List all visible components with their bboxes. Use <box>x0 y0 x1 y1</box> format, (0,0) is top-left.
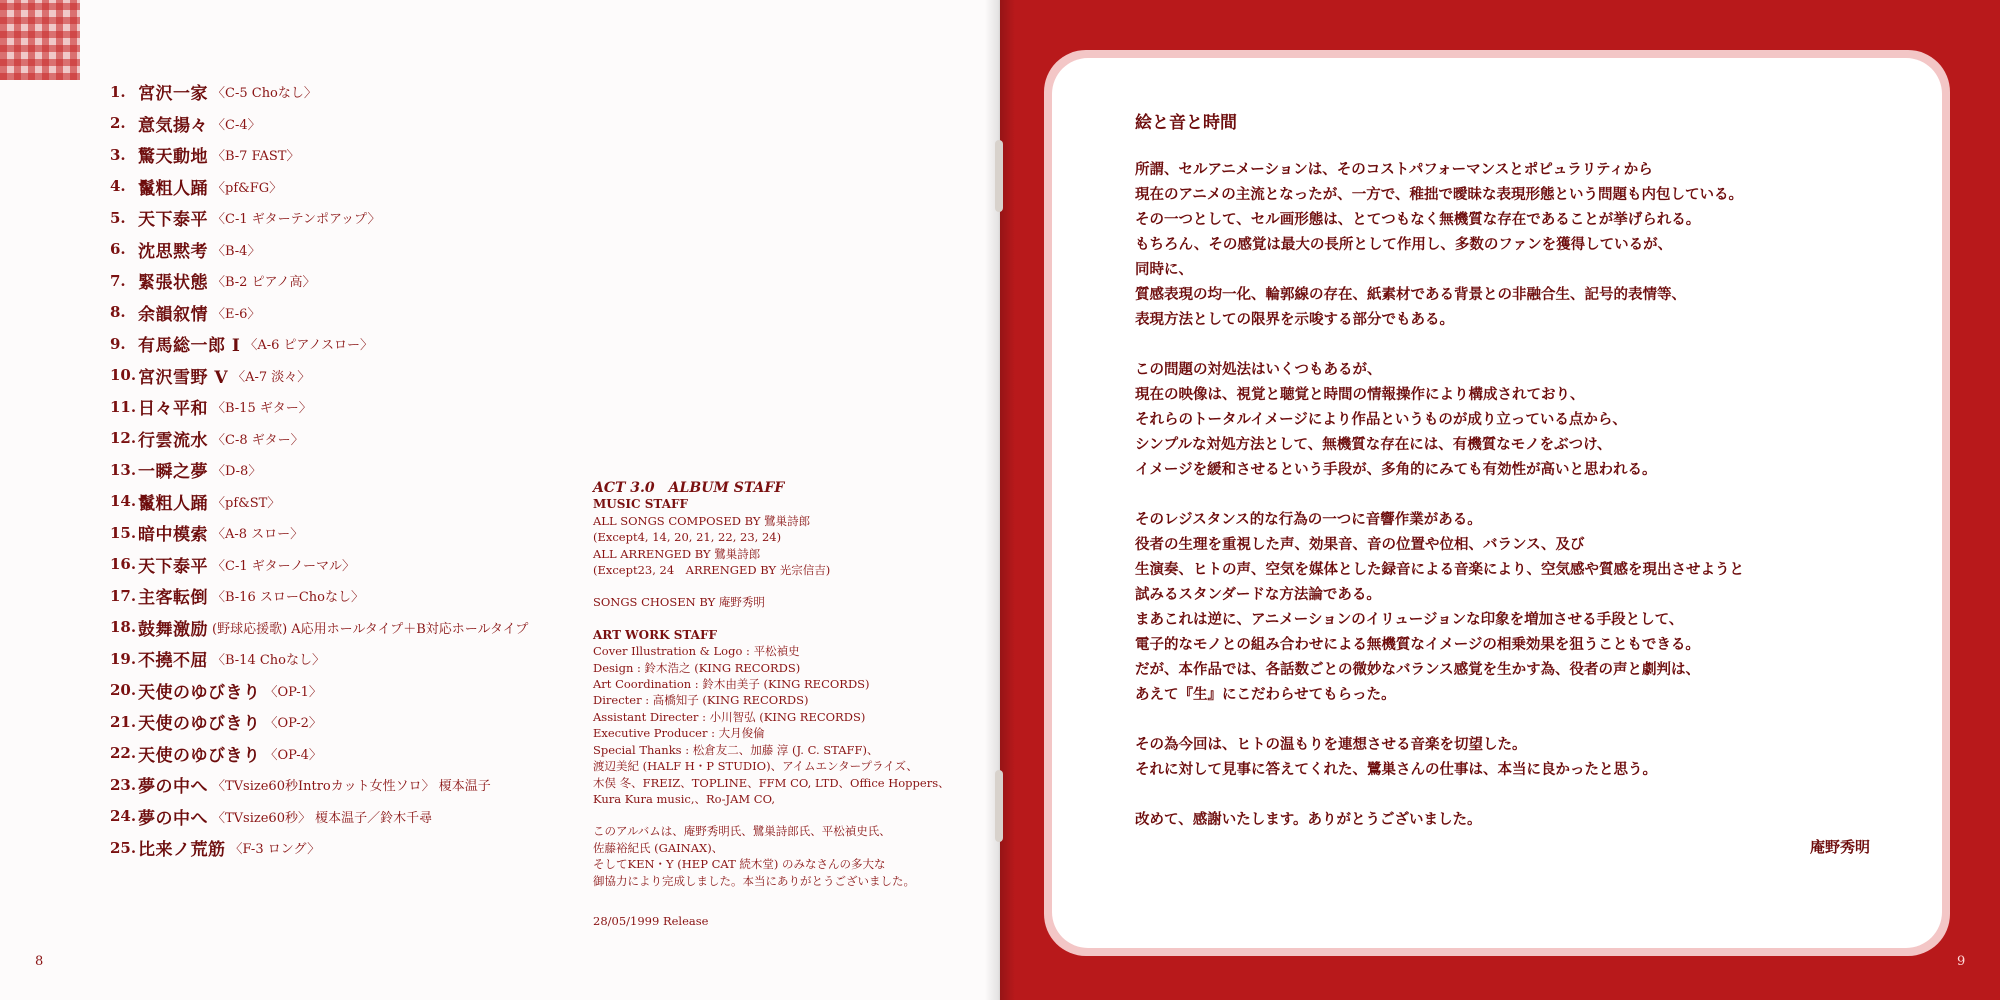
track-title: 有馬総一郎 I <box>138 336 241 357</box>
track-row <box>110 517 580 549</box>
track-row <box>110 297 580 329</box>
art-staff-line: Cover Illustration & Logo : 平松禎史 <box>593 644 800 659</box>
release-date: 28/05/1999 Release <box>593 914 709 928</box>
track-note: 〈B-2 ピアノ高〉 <box>212 275 316 291</box>
music-staff-heading: MUSIC STAFF <box>593 497 689 512</box>
track-note: 〈B-4〉 <box>212 243 261 259</box>
essay-line: まあこれは逆に、アニメーションのイリュージョンな印象を増加させる手段として、 <box>1135 611 1684 628</box>
track-note: 〈B-15 ギター〉 <box>212 401 312 417</box>
track-row <box>110 801 580 833</box>
track-row <box>110 265 580 297</box>
track-title: 意気揚々 <box>138 115 208 136</box>
art-staff-line: Executive Producer : 大月俊倫 <box>593 726 765 741</box>
track-note: 〈C-8 ギター〉 <box>212 432 304 448</box>
essay-line: 現在の映像は、視覚と聴覚と時間の情報操作により構成されており、 <box>1135 386 1585 403</box>
art-staff-line: Kura Kura music,、Ro-JAM CO, <box>593 791 776 806</box>
track-title: 鬣粗人踊 <box>138 493 208 514</box>
track-number: 12. <box>110 429 137 448</box>
track-number: 20. <box>110 681 137 700</box>
thanks-line: 御協力により完成しました。本当にありがとうございました。 <box>593 873 915 888</box>
essay-line: イメージを緩和させるという手段が、多角的にみても有効性が高いと思われる。 <box>1135 461 1657 478</box>
essay-line: そのレジスタンス的な行為の一つに音響作業がある。 <box>1135 511 1482 528</box>
track-row <box>110 832 580 864</box>
track-title: 宮沢雪野 V <box>138 367 229 388</box>
thanks-line: そしてKEN・Y (HEP CAT 続木堂) のみなさんの多大な <box>593 857 886 872</box>
essay-line <box>1135 782 1895 807</box>
track-note: 〈OP-2〉 <box>264 716 322 732</box>
track-number: 19. <box>110 649 137 668</box>
track-note: 〈C-4〉 <box>212 117 261 133</box>
essay-line: 質感表現の均一化、輪郭線の存在、紙素材である背景との非融合生、記号的表情等、 <box>1135 286 1686 303</box>
track-title: 天使のゆびきり <box>138 682 261 703</box>
essay-line: シンプルな対処方法として、無機質な存在には、有機質なモノをぶつけ、 <box>1135 436 1612 453</box>
track-number: 5. <box>110 208 126 227</box>
essay-line: あえて『生』にこだわらせてもらった。 <box>1135 686 1396 703</box>
track-number: 2. <box>110 114 126 133</box>
track-number: 6. <box>110 240 126 259</box>
essay-line: 改めて、感謝いたします。ありがとうございました。 <box>1135 811 1482 828</box>
track-row <box>110 171 580 203</box>
music-staff-line: ALL SONGS COMPOSED BY 鷺巣詩郎 <box>593 513 811 528</box>
track-row <box>110 328 580 360</box>
essay-line: 試みるスタンダードな方法論である。 <box>1135 586 1381 603</box>
track-row <box>110 202 580 234</box>
track-number: 18. <box>110 618 137 637</box>
track-row <box>110 454 580 486</box>
track-title: 夢の中へ <box>138 777 208 798</box>
track-row <box>110 643 580 675</box>
track-title: 天下泰平 <box>138 210 208 231</box>
track-number: 14. <box>110 492 137 511</box>
art-staff-line: Design : 鈴木浩之 (KING RECORDS) <box>593 660 801 675</box>
track-title: 一瞬之夢 <box>138 462 208 483</box>
track-title: 天下泰平 <box>138 556 208 577</box>
track-note: 〈D-8〉 <box>212 464 262 480</box>
essay-line: 現在のアニメの主流となったが、一方で、稚拙で曖昧な表現形態という問題も内包している。 <box>1135 186 1743 203</box>
essay-line: その一つとして、セル画形態は、とてつもなく無機質な存在であることが挙げられる。 <box>1135 211 1701 228</box>
track-row <box>110 391 580 423</box>
track-title: 鼓舞激励 <box>138 619 208 640</box>
track-note: 〈OP-1〉 <box>264 684 322 700</box>
track-note: 〈A-8 スロー〉 <box>212 527 304 543</box>
track-note: 〈B-7 FAST〉 <box>212 149 300 165</box>
track-number: 23. <box>110 775 137 794</box>
essay-line: だが、本作品では、各話数ごとの微妙なバランス感覚を生かす為、役者の声と劇判は、 <box>1135 661 1701 678</box>
music-staff-lines <box>593 513 973 579</box>
track-number: 16. <box>110 555 137 574</box>
track-title: 主客転倒 <box>138 588 208 609</box>
track-number: 8. <box>110 303 126 322</box>
track-number: 3. <box>110 145 126 164</box>
track-title: 宮沢一家 <box>138 84 208 105</box>
essay-line: それに対して見事に答えてくれた、鷺巣さんの仕事は、本当に良かったと思う。 <box>1135 761 1657 778</box>
track-note: 〈E-6〉 <box>212 306 261 322</box>
track-row <box>110 139 580 171</box>
songs-chosen-line: SONGS CHOSEN BY 庵野秀明 <box>593 595 765 610</box>
track-title: 鬣粗人踊 <box>138 178 208 199</box>
binding-staple-top <box>995 140 1003 212</box>
track-title: 不撓不屈 <box>138 651 208 672</box>
track-title: 比来ノ荒筋 <box>138 840 226 861</box>
art-staff-heading: ART WORK STAFF <box>593 627 717 642</box>
art-staff-line: 木俣 冬、FREIZ、TOPLINE、FFM CO, LTD、Office Hoppers、 <box>593 775 950 790</box>
essay-line <box>1135 707 1895 732</box>
track-title: 天使のゆびきり <box>138 714 261 735</box>
essay <box>1135 108 1895 832</box>
track-note: 〈pf&ST〉 <box>212 495 281 511</box>
track-row <box>110 549 580 581</box>
track-note: (野球応援歌) A応用ホールタイプ＋B対応ホールタイプ <box>212 621 529 637</box>
track-note: 〈C-1 ギターノーマル〉 <box>212 558 355 574</box>
track-note: 〈A-7 淡々〉 <box>232 369 311 385</box>
track-number: 22. <box>110 744 137 763</box>
track-title: 天使のゆびきり <box>138 745 261 766</box>
music-staff-line: (Except23, 24 ARRENGED BY 光宗信吉) <box>593 563 831 578</box>
music-staff-line: ALL ARRENGED BY 鷺巣詩郎 <box>593 546 761 561</box>
essay-line <box>1135 482 1895 507</box>
track-row <box>110 706 580 738</box>
essay-body <box>1135 157 1895 832</box>
track-number: 17. <box>110 586 137 605</box>
track-number: 7. <box>110 271 126 290</box>
plaid-corner-decoration <box>0 0 80 80</box>
track-row <box>110 360 580 392</box>
track-title: 驚天動地 <box>138 147 208 168</box>
track-row <box>110 738 580 770</box>
essay-line: 生演奏、ヒトの声、空気を媒体とした録音による音楽により、空気感や質感を現出させようと <box>1135 561 1744 578</box>
binding-staple-bottom <box>995 770 1003 842</box>
essay-line: 電子的なモノとの組み合わせによる無機質なイメージの相乗効果を狙うこともできる。 <box>1135 636 1700 653</box>
track-title: 沈思黙考 <box>138 241 208 262</box>
track-number: 15. <box>110 523 137 542</box>
essay-author: 庵野秀明 <box>1810 838 1871 856</box>
track-note: 〈pf&FG〉 <box>212 180 283 196</box>
track-number: 25. <box>110 838 137 857</box>
thanks-line: このアルバムは、庵野秀明氏、鷺巣詩郎氏、平松禎史氏、 <box>593 824 891 839</box>
track-note: 〈OP-4〉 <box>264 747 322 763</box>
track-row <box>110 769 580 801</box>
essay-line: それらのトータルイメージにより作品というものが成り立っている点から、 <box>1135 411 1627 428</box>
track-note: 〈C-1 ギターテンポアップ〉 <box>212 212 381 228</box>
track-title: 余韻叙情 <box>138 304 208 325</box>
track-number: 4. <box>110 177 126 196</box>
art-staff-line: Special Thanks : 松倉友二、加藤 淳 (J. C. STAFF)、 <box>593 742 879 757</box>
essay-line: この問題の対処法はいくつもあるが、 <box>1135 361 1382 378</box>
track-row <box>110 423 580 455</box>
staff-heading: ACT 3.0 ALBUM STAFF <box>593 480 785 496</box>
track-row <box>110 76 580 108</box>
track-note: 〈B-16 スローChoなし〉 <box>212 590 365 606</box>
track-number: 9. <box>110 334 126 353</box>
track-note: 〈TVsize60秒Introカット女性ソロ〉 榎本温子 <box>212 779 491 795</box>
track-row <box>110 108 580 140</box>
track-title: 夢の中へ <box>138 808 208 829</box>
track-number: 24. <box>110 807 137 826</box>
track-row <box>110 612 580 644</box>
track-number: 10. <box>110 366 137 385</box>
art-staff-line: Art Coordination : 鈴木由美子 (KING RECORDS) <box>593 677 870 692</box>
page-number-right: 9 <box>1957 954 1966 969</box>
track-number: 21. <box>110 712 137 731</box>
art-staff-line: Directer : 高橋知子 (KING RECORDS) <box>593 693 809 708</box>
track-row <box>110 675 580 707</box>
track-title: 行雲流水 <box>138 430 208 451</box>
track-row <box>110 486 580 518</box>
essay-line: その為今回は、ヒトの温もりを連想させる音楽を切望した。 <box>1135 736 1527 753</box>
track-number: 11. <box>110 397 137 416</box>
essay-title: 絵と音と時間 <box>1135 113 1237 133</box>
album-staff-credits <box>593 480 973 889</box>
essay-line: 所謂、セルアニメーションは、そのコストパフォーマンスとポピュラリティから <box>1135 161 1653 178</box>
track-number: 1. <box>110 82 126 101</box>
track-title: 日々平和 <box>138 399 208 420</box>
essay-line <box>1135 332 1895 357</box>
track-number: 13. <box>110 460 137 479</box>
track-note: 〈B-14 Choなし〉 <box>212 653 326 669</box>
thanks-lines <box>593 823 973 889</box>
track-list <box>110 76 580 864</box>
page-number-left: 8 <box>35 954 44 969</box>
track-row <box>110 234 580 266</box>
track-note: 〈F-3 ロング〉 <box>229 842 321 858</box>
art-staff-lines <box>593 643 973 807</box>
essay-line: 表現方法としての限界を示唆する部分でもある。 <box>1135 311 1454 328</box>
track-row <box>110 580 580 612</box>
essay-line: 役者の生理を重視した声、効果音、音の位置や位相、バランス、及び <box>1135 536 1585 553</box>
track-note: 〈C-5 Choなし〉 <box>212 86 317 102</box>
track-note: 〈TVsize60秒〉 榎本温子／鈴木千尋 <box>212 810 433 826</box>
track-title: 暗中模索 <box>138 525 208 546</box>
art-staff-line: Assistant Directer : 小川智弘 (KING RECORDS) <box>593 709 866 724</box>
music-staff-line: (Except4, 14, 20, 21, 22, 23, 24) <box>593 530 782 545</box>
art-staff-line: 渡辺美紀 (HALF H・P STUDIO)、アイムエンタープライズ、 <box>593 759 918 774</box>
essay-line: もちろん、その感覚は最大の長所として作用し、多数のファンを獲得しているが、 <box>1135 236 1673 253</box>
track-note: 〈A-6 ピアノスロー〉 <box>244 338 373 354</box>
track-title: 緊張状態 <box>138 273 208 294</box>
thanks-line: 佐藤裕紀氏 (GAINAX)、 <box>593 840 724 855</box>
essay-line: 同時に、 <box>1135 261 1193 278</box>
